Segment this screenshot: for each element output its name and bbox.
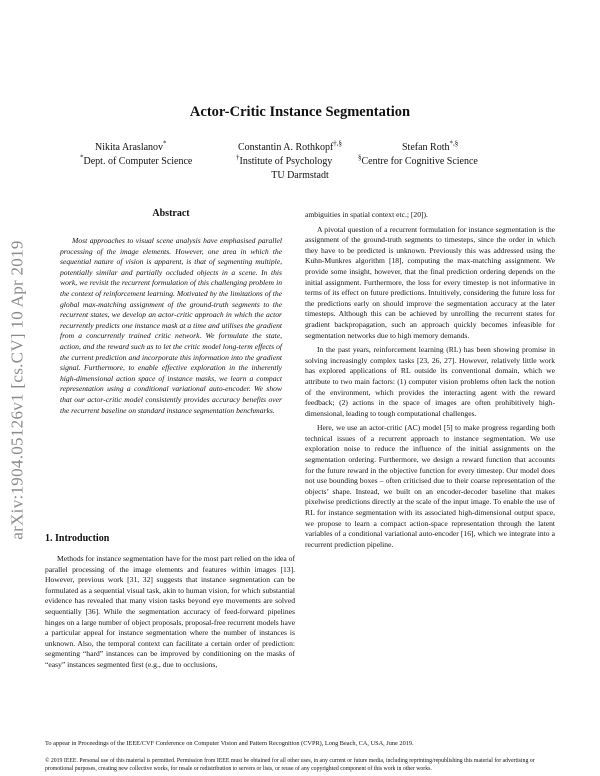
intro-paragraph-4: Here, we use an actor-critic (AC) model [5] to make progress regarding both technical issues of a recurrent approach to instance segmentation. We use exploration noise to reduce the influence of the initial assignments on the segmentation ordering. Furthermore, we design a reward function that accounts for the future reward in the objective function for every timestep. Our model does not use bounding boxes – often criticised due to their coarse representation of the objects’ shape. Instead, we built on an encoder-decoder baseline that makes pixelwise predictions directly at the scale of the input image. To enable the use of RL for instance segmentation with its associated high-dimensional output space, we propose to learn a compact action-space representation through the latent variables of a conditional variational auto-encoder [16], which we integrate into a recurrent prediction pipeline. — [305, 423, 555, 549]
intro-paragraph-1: Methods for instance segmentation have for the most part relied on the idea of parallel processing of the image elements and features within images [13]. However, previous work [31, 32] suggests that instance segmentation can be formulated as a sequential visual task, akin to human vision, for which substantial evidence has revealed that many vision tasks beyond eye movements are solved sequentially [36]. While the segmentation accuracy of feed-forward pipelines hinges on a large number of object proposals, proposal-free recurrent models have a particular appeal for instance segmentation where the number of instances is unknown. Also, the temporal context can facilitate a certain order of prediction: segmenting “hard” instances can be improved by conditioning on the masks of “easy” instances segmented first (e.g., due to occlusions, — [45, 554, 295, 669]
author-1: Nikita Araslanov* — [95, 139, 167, 153]
affiliation-1: *Dept. of Computer Science — [80, 153, 193, 167]
affiliation-3: §Centre for Cognitive Science — [358, 153, 478, 167]
abstract-body — [60, 236, 282, 416]
affiliation-2: †Institute of Psychology — [236, 153, 333, 167]
author-3: Stefan Roth*,§ — [402, 139, 459, 153]
venue-note: To appear in Proceedings of the IEEE/CVF Conference on Computer Vision and Pattern Recognition (CVPR), Long Beach, CA, USA, June 2019. — [45, 740, 414, 747]
intro-continuation: ambiguities in spatial context etc.; [20]). — [305, 210, 428, 219]
paper-title: Actor-Critic Instance Segmentation — [189, 104, 411, 120]
intro-column-left — [45, 554, 295, 671]
section-heading-introduction: 1. Introduction — [45, 533, 110, 544]
abstract-text: Most approaches to visual scene analysis have emphasised parallel processing of the image elements. However, one area in which the sequential nature of vision is apparent, is that of segmenting multiple, potentially similar and partially occluded objects in a scene. In this work, we revisit the recurrent formulation of this challenging problem in the context of reinforcement learning. Motivated by the limitations of the global max-matching assignment of the ground-truth segments to the recurrent states, we develop an actor-critic approach in which the actor recurrently predicts one instance mask at a time and utilises the gradient from a concurrently trained critic network. We formulate the state, action, and the reward such as to let the critic model long-term effects of the current prediction and incorporate this information into the gradient signal. Furthermore, to enable effective exploration in the inherently high-dimensional action space of instance masks, we learn a compact representation using a conditional variational auto-encoder. We show that our actor-critic model consistently provides accuracy benefits over the recurrent baseline on standard instance segmentation benchmarks. — [60, 236, 282, 415]
copyright-notice: © 2019 IEEE. Personal use of this material is permitted. Permission from IEEE must be obtained for all other uses, in any current or future media, including reprinting/republishing this material for advertising or promotional purposes, creating new collective works, for resale or redistribution to servers or lists, or reuse of any copyrighted component of this work in other works. — [45, 758, 535, 772]
abstract-heading: Abstract — [152, 208, 190, 219]
arxiv-id-text: arXiv:1904.05126v1 [cs.CV] 10 Apr 2019 — [8, 240, 27, 540]
intro-paragraph-3: In the past years, reinforcement learning (RL) has been showing promise in solving increasingly complex tasks [23, 26, 27]. However, relatively little work has explored applications of RL outside its conventional domain, which we attribute to two main factors: (1) computer vision problems often lack the notion of the environment, which provides the interacting agent with the reward feedback; (2) actions in the space of images are often prohibitively high-dimensional, leading to tough computational challenges. — [305, 345, 555, 418]
affiliation-university: TU Darmstadt — [271, 170, 329, 181]
arxiv-identifier — [2, 190, 34, 590]
intro-paragraph-2: A pivotal question of a recurrent formulation for instance segmentation is the assignment of the ground-truth segments to timesteps, since the order in which they have to be predicted is unknown. Previously this was addressed using the Kuhn-Munkres algorithm [18], computing the max-matching assignment. We provide some insight, however, that the final prediction ordering depends on the initial assignment. Furthermore, the loss for every timestep is not informative in terms of its effect on future predictions. Intuitively, considering the future loss for the predictions early on should improve the segmentation accuracy at the later timesteps. Although this can be achieved by unrolling the recurrent states for gradient backpropagation, such an approach quickly becomes infeasible for segmentation networks due to high memory demands. — [305, 224, 555, 340]
right-column — [305, 210, 555, 550]
author-2: Constantin A. Rothkopf†,§ — [238, 139, 343, 153]
